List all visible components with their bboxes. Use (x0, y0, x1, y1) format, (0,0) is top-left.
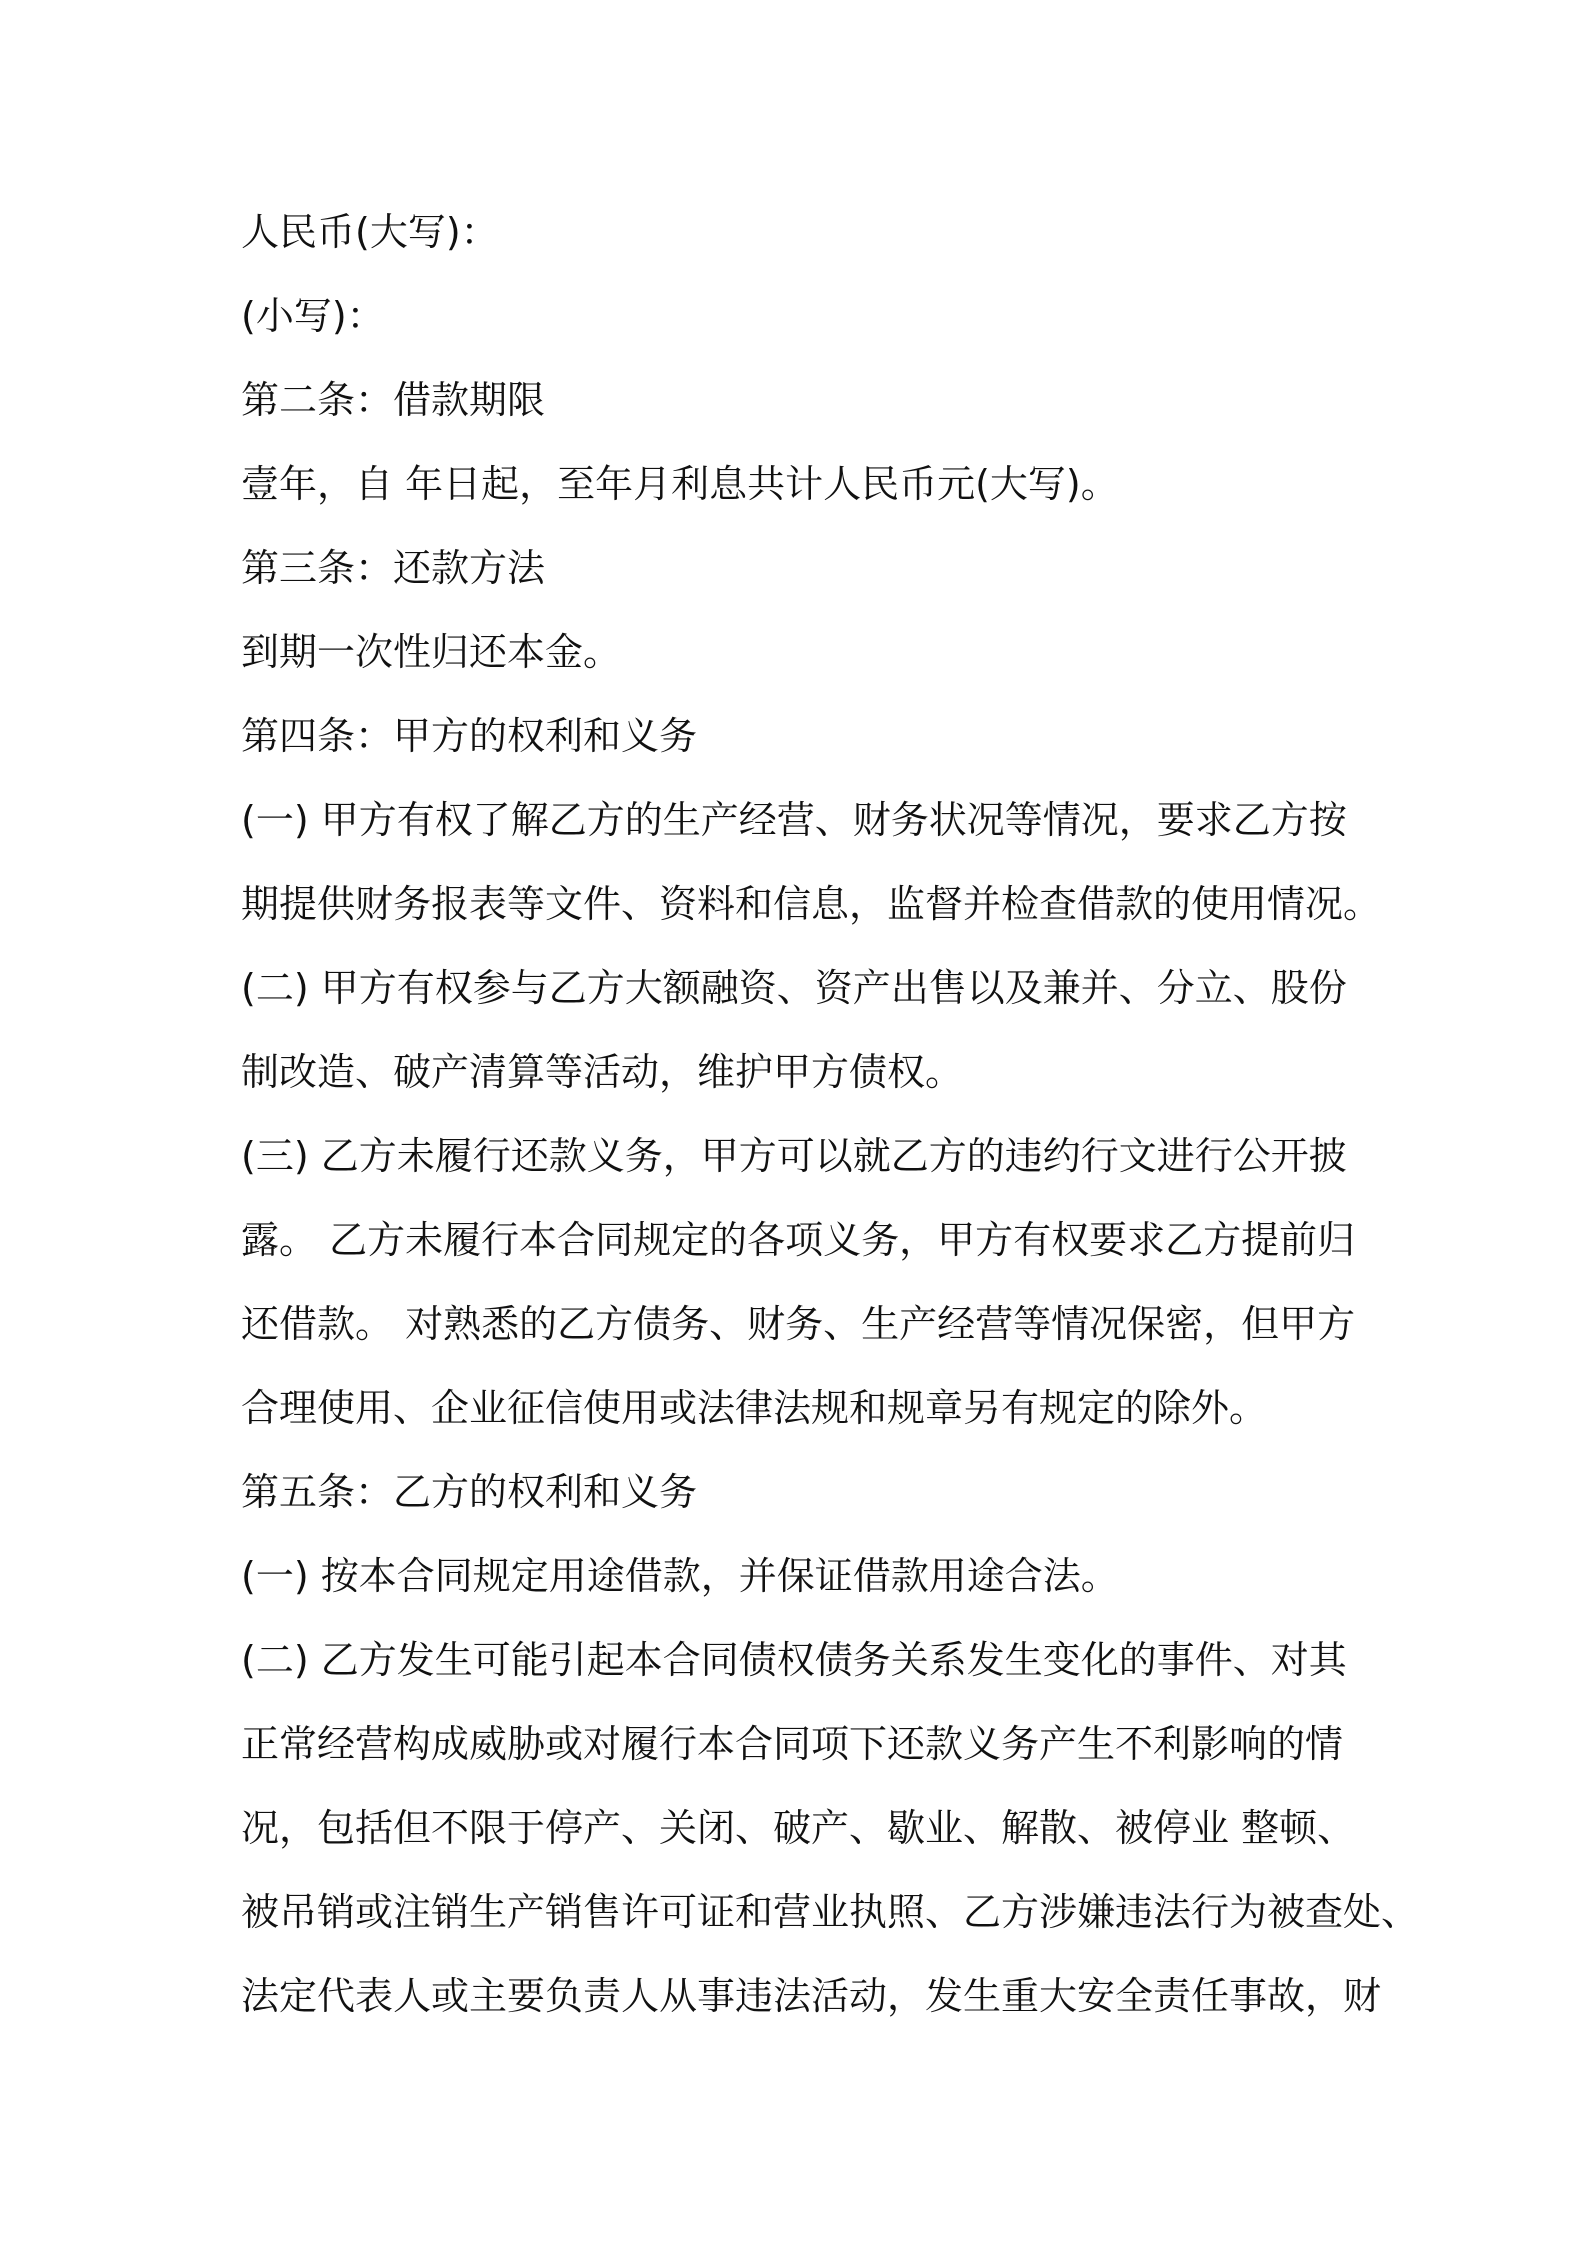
section-heading: 第二条：借款期限 (241, 378, 546, 422)
text-line: 正常经营构成威胁或对履行本合同项下还款义务产生不利影响的情 (241, 1722, 1344, 1766)
text-line: (一) 按本合同规定用途借款，并保证借款用途合法。 (241, 1554, 1119, 1598)
section-heading: 第三条：还款方法 (241, 546, 546, 590)
section-heading: 第五条：乙方的权利和义务 (241, 1470, 698, 1514)
text-line: (二) 甲方有权参与乙方大额融资、资产出售以及兼并、分立、股份 (241, 966, 1347, 1010)
section-heading: 第四条：甲方的权利和义务 (241, 714, 698, 758)
text-line: 期提供财务报表等文件、资料和信息，监督并检查借款的使用情况。 (241, 882, 1382, 926)
text-line: 法定代表人或主要负责人从事违法活动，发生重大安全责任事故，财 (241, 1974, 1382, 2018)
text-line: (三) 乙方未履行还款义务，甲方可以就乙方的违约行文进行公开披 (241, 1134, 1347, 1178)
text-line: (小写)： (241, 294, 385, 338)
text-line: 还借款。 对熟悉的乙方债务、财务、生产经营等情况保密，但甲方 (241, 1302, 1356, 1346)
text-line: 被吊销或注销生产销售许可证和营业执照、乙方涉嫌违法行为被查处、 (241, 1890, 1420, 1934)
text-line: 制改造、破产清算等活动，维护甲方债权。 (241, 1050, 964, 1094)
text-line: 人民币(大写)： (241, 210, 499, 254)
text-line: 露。 乙方未履行本合同规定的各项义务，甲方有权要求乙方提前归 (241, 1218, 1356, 1262)
text-line: (二) 乙方发生可能引起本合同债权债务关系发生变化的事件、对其 (241, 1638, 1347, 1682)
text-line: 壹年，自 年日起，至年月利息共计人民币元(大写)。 (241, 462, 1119, 506)
text-line: 合理使用、企业征信使用或法律法规和规章另有规定的除外。 (241, 1386, 1268, 1430)
text-line: (一) 甲方有权了解乙方的生产经营、财务状况等情况，要求乙方按 (241, 798, 1347, 842)
text-line: 到期一次性归还本金。 (241, 630, 622, 674)
document-body (241, 190, 1420, 2038)
text-line: 况，包括但不限于停产、关闭、破产、歇业、解散、被停业 整顿、 (241, 1806, 1356, 1850)
